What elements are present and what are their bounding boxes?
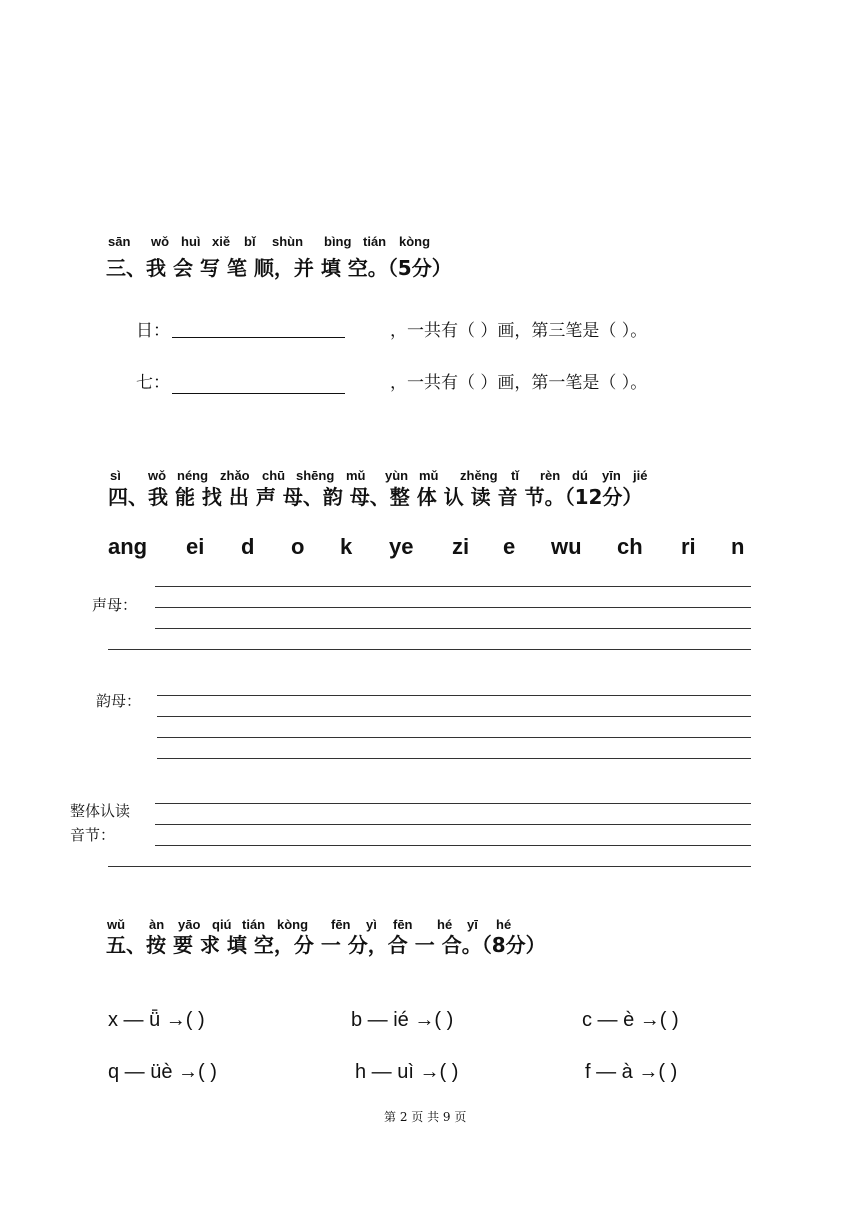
writing-line[interactable] bbox=[157, 737, 751, 738]
char-label: 日： bbox=[136, 321, 170, 341]
writing-line[interactable] bbox=[155, 628, 751, 629]
pinyin: zhǎo bbox=[220, 468, 250, 483]
finals-label: 韵母： bbox=[96, 692, 142, 710]
pinyin-item: ri bbox=[681, 534, 696, 559]
pinyin: tián bbox=[242, 917, 266, 932]
pinyin-item: o bbox=[291, 534, 305, 559]
pinyin: qiú bbox=[212, 917, 232, 932]
spelling-item: b — ié →( ) bbox=[351, 1009, 454, 1031]
pinyin: bǐ bbox=[244, 234, 256, 249]
stroke-order-blank[interactable] bbox=[172, 337, 345, 338]
pinyin-item: d bbox=[241, 534, 255, 559]
fill-text: ，一共有（ ）画，第一笔是（ ）。 bbox=[390, 373, 648, 393]
pinyin-item: ye bbox=[389, 534, 414, 559]
pinyin-item: ang bbox=[108, 534, 148, 559]
pinyin: mǔ bbox=[346, 468, 366, 483]
pinyin: shùn bbox=[272, 234, 304, 249]
initials-label: 声母： bbox=[92, 596, 138, 614]
whole-syllables-label: 整体认读 bbox=[70, 802, 131, 820]
pinyin-item: zi bbox=[452, 534, 470, 559]
pinyin: fēn bbox=[393, 917, 413, 932]
pinyin: kòng bbox=[277, 917, 309, 932]
pinyin: dú bbox=[572, 468, 588, 483]
spelling-item: f — à →( ) bbox=[585, 1061, 678, 1083]
pinyin: shēng bbox=[296, 468, 335, 483]
pinyin: jié bbox=[633, 468, 648, 483]
writing-line[interactable] bbox=[155, 845, 751, 846]
pinyin-item: ei bbox=[186, 534, 205, 559]
writing-line[interactable] bbox=[155, 607, 751, 608]
writing-line[interactable] bbox=[157, 716, 751, 717]
pinyin: wǒ bbox=[148, 468, 167, 483]
pinyin: àn bbox=[149, 917, 165, 932]
pinyin: zhěng bbox=[460, 468, 498, 483]
pinyin: chū bbox=[262, 468, 286, 483]
pinyin: xiě bbox=[212, 234, 231, 249]
pinyin: yāo bbox=[178, 917, 201, 932]
pinyin: yīn bbox=[602, 468, 621, 483]
pinyin: néng bbox=[177, 468, 209, 483]
pinyin: yì bbox=[366, 917, 377, 932]
pinyin: tián bbox=[363, 234, 387, 249]
pinyin: wǒ bbox=[151, 234, 170, 249]
pinyin: kòng bbox=[399, 234, 431, 249]
pinyin: yùn bbox=[385, 468, 409, 483]
spelling-item: h — uì →( ) bbox=[355, 1061, 459, 1083]
pinyin-item: wu bbox=[551, 534, 582, 559]
pinyin-item: e bbox=[503, 534, 516, 559]
writing-line[interactable] bbox=[155, 586, 751, 587]
whole-syllables-label: 音节： bbox=[70, 826, 116, 844]
pinyin-item: ch bbox=[617, 534, 643, 559]
page-footer: 第 2 页 共 9 页 bbox=[384, 1110, 467, 1124]
pinyin: hé bbox=[437, 917, 453, 932]
pinyin-item: k bbox=[340, 534, 353, 559]
pinyin-item: n bbox=[731, 534, 745, 559]
section-title: 四、我 能 找 出 声 母、韵 母、整 体 认 读 音 节。（12分） bbox=[108, 485, 643, 509]
spelling-item: x — ǖ →( ) bbox=[108, 1009, 205, 1031]
section-title: 五、按 要 求 填 空，分 一 分，合 一 合。（8分） bbox=[106, 933, 546, 957]
pinyin: mǔ bbox=[419, 468, 439, 483]
pinyin: huì bbox=[181, 234, 201, 249]
pinyin: hé bbox=[496, 917, 512, 932]
pinyin: rèn bbox=[540, 468, 561, 483]
pinyin: wǔ bbox=[107, 917, 126, 932]
writing-line[interactable] bbox=[157, 758, 751, 759]
writing-line[interactable] bbox=[157, 695, 751, 696]
char-label: 七： bbox=[136, 373, 170, 393]
writing-line[interactable] bbox=[155, 803, 751, 804]
stroke-order-blank[interactable] bbox=[172, 393, 345, 394]
writing-line[interactable] bbox=[155, 824, 751, 825]
writing-line[interactable] bbox=[108, 866, 751, 867]
pinyin: sān bbox=[108, 234, 131, 249]
spelling-item: c — è →( ) bbox=[582, 1009, 679, 1031]
writing-line[interactable] bbox=[108, 649, 751, 650]
pinyin: yī bbox=[467, 917, 478, 932]
spelling-item: q — üè →( ) bbox=[108, 1061, 217, 1083]
pinyin: tǐ bbox=[511, 468, 519, 483]
section-title: 三、我 会 写 笔 顺，并 填 空。（5分） bbox=[106, 256, 452, 280]
fill-text: ，一共有（ ）画，第三笔是（ ）。 bbox=[390, 321, 648, 341]
pinyin: sì bbox=[110, 468, 121, 483]
pinyin: bìng bbox=[324, 234, 352, 249]
pinyin: fēn bbox=[331, 917, 351, 932]
